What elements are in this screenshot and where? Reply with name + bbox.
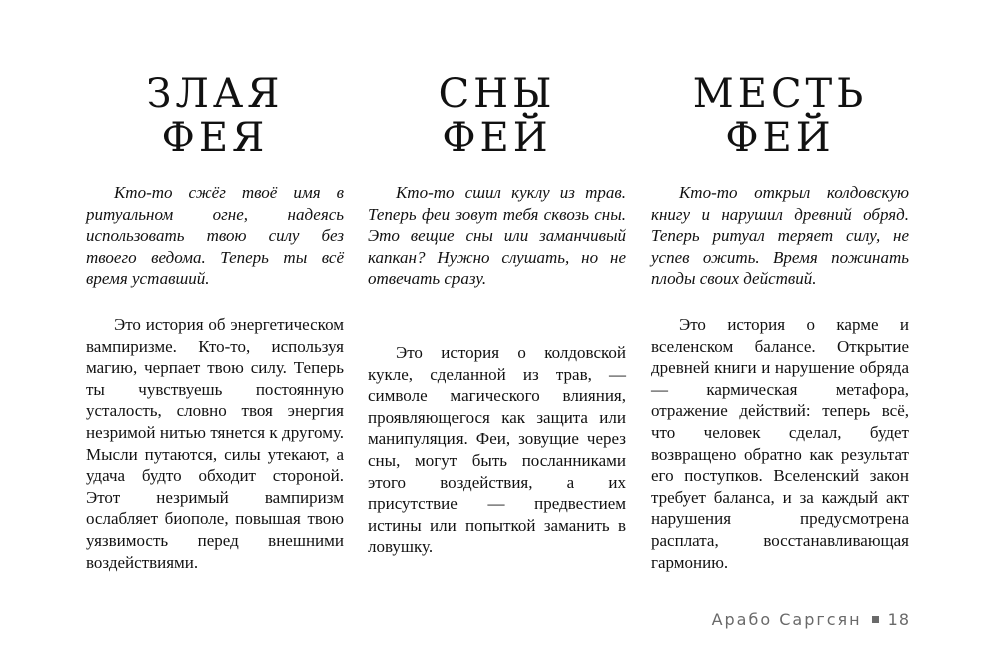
title-line-1: МЕСТЬ — [692, 71, 868, 117]
article-title — [651, 72, 909, 168]
title-line-2: ФЕЙ — [442, 115, 552, 161]
article-lead: Кто-то сжёг твоё имя в ритуальном огне, надеясь использовать твою силу без твоего ведома. Теперь ты всё время уставший. — [86, 183, 344, 289]
article-body: Это история об энергетическом вампиризме. Кто-то, используя магию, черпает твою силу. Теперь ты чувствуешь постоянную усталость, словно твоя энергия незримой нитью тянется к другому. Мысли путаются, силы утекают, а удача будто обходит стороной. Этот незримый вампиризм ослабляет биополе, повышая твою уязвимость перед внешними воздействиями. — [86, 314, 344, 572]
article-column-evil-fairy — [86, 72, 344, 573]
article-column-fairy-dreams — [368, 72, 626, 558]
article-lead: Кто-то сшил куклу из трав. Теперь феи зовут тебя сквозь сны. Это вещие сны или заманчивый капкан? Нужно слушать, но не отвечать сразу. — [368, 183, 626, 289]
article-title — [86, 72, 344, 168]
title-line-2: ФЕЯ — [161, 115, 269, 161]
article-body: Это история о карме и вселенском балансе. Открытие древней книги и нарушение обряда — кармическая метафора, отражение действий: теперь всё, что человек сделал, будет возвращено обратно как результат его поступков. Вселенский закон требует баланса, и за каждый акт нарушения предусмотрена расплата, восстанавливающая гармонию. — [651, 314, 909, 572]
article-body: Это история о колдовской кукле, сделанной из трав, — символе магического влияния, проявляющегося как защита или манипуляция. Феи, зовущие через сны, могут быть посланниками этого воздействия, а их присутствие — предвестием истины или попыткой заманить в ловушку. — [368, 342, 626, 557]
article-title — [368, 72, 626, 168]
page-number: 18 — [887, 610, 910, 629]
title-line-2: ФЕЙ — [725, 115, 835, 161]
square-separator-icon — [872, 616, 879, 623]
title-line-1: СНЫ — [438, 71, 556, 117]
article-lead: Кто-то открыл колдовскую книгу и нарушил древний обряд. Теперь ритуал теряет силу, не успев ожить. Время пожинать плоды своих действий. — [651, 183, 909, 289]
title-line-1: ЗЛАЯ — [146, 71, 284, 117]
footer-author: Арабо Саргсян — [711, 610, 862, 629]
article-column-fairy-revenge — [651, 72, 909, 573]
page-footer — [712, 610, 910, 629]
